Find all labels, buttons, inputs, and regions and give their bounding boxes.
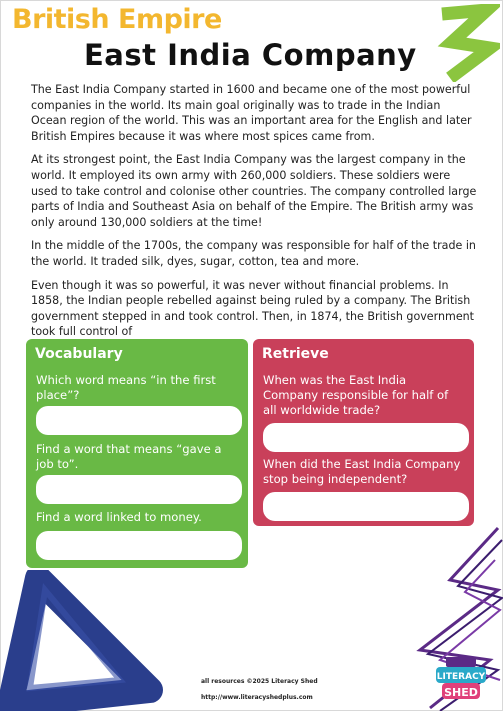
vocabulary-answer-field-2[interactable] — [36, 475, 242, 504]
paragraph: Even though it was so powerful, it was never without financial problems. In 1858, the Indian people rebelled against being ruled by a company. The British government stepped in and took control. Then, in 1874, the British government took full control of — [31, 278, 475, 339]
logo-line2: SHED — [444, 686, 478, 699]
paragraph: In the middle of the 1700s, the company was responsible for half of the trade in the world. It traded silk, dyes, sugar, cotton, tea and more. — [31, 239, 476, 268]
vocabulary-title: Vocabulary — [35, 346, 123, 362]
footer-copyright: all resources ©2025 Literacy Shed — [201, 678, 318, 685]
green-zigzag-decoration — [432, 4, 500, 82]
literacy-shed-logo — [432, 655, 490, 703]
retrieve-panel — [253, 339, 474, 526]
vocabulary-answer-field-3[interactable] — [36, 531, 242, 560]
logo-line1: LITERACY — [436, 672, 486, 682]
vocabulary-question-3: Find a word linked to money. — [36, 510, 202, 524]
retrieve-answer-field-2[interactable] — [263, 492, 469, 521]
retrieve-question-2: When did the East India Company stop being independent? — [263, 457, 461, 486]
vocabulary-answer-field-1[interactable] — [36, 406, 242, 435]
footer-url: http://www.literacyshedplus.com — [201, 694, 313, 701]
blue-triangle-decoration — [0, 570, 170, 711]
logo-graphic — [432, 655, 490, 703]
page-title: East India Company — [84, 38, 417, 72]
paragraph: The East India Company started in 1600 and became one of the most powerful companies in the world. Its main goal originally was to trade in the Indian Ocean region of the world. This was an important area for the English and later British Empires because it was where most spices came from. — [31, 83, 472, 143]
paragraph: At its strongest point, the East India Company was the largest company in the world. It employed its own army with 260,000 soldiers. These soldiers were used to take control and colonise other countries. The company controlled large parts of India and Southeast Asia on behalf of the Empire. The British army was only around 130,000 soldiers at the time! — [31, 153, 477, 229]
retrieve-title: Retrieve — [262, 346, 329, 362]
retrieve-question-1: When was the East India Company responsible for half of all worldwide trade? — [263, 373, 449, 417]
vocabulary-question-1: Which word means “in the first place”? — [36, 373, 216, 402]
retrieve-answer-field-1[interactable] — [263, 423, 469, 452]
vocabulary-question-2: Find a word that means “gave a job to”. — [36, 442, 222, 471]
vocabulary-panel — [26, 339, 248, 568]
reading-passage — [31, 82, 477, 348]
kicker-title: British Empire — [12, 4, 222, 35]
